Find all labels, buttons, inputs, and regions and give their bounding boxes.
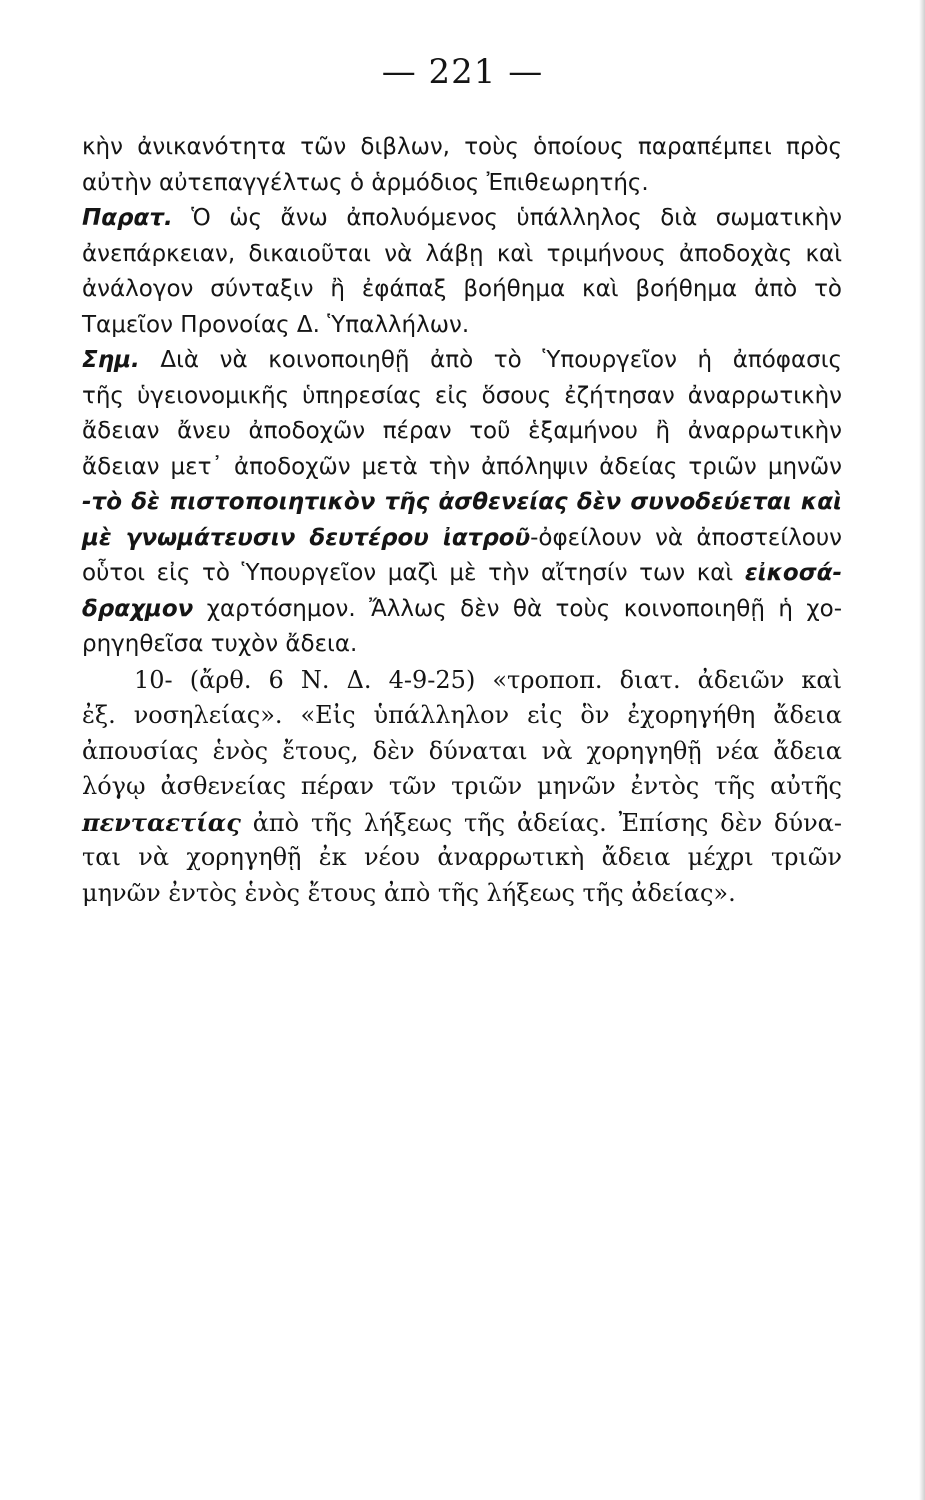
text-line — [82, 663, 842, 699]
text-line — [82, 166, 842, 202]
page-edge-shadow — [919, 0, 925, 1500]
emphasis-text: δραχμον — [82, 595, 194, 622]
text-line — [82, 485, 842, 521]
line-text: χαρτόσημον. Ἄλλως δὲν θὰ τοὺς κοινοποιηθῇ ἡ χο- — [193, 595, 842, 622]
line-text: ἄδειαν ἄνευ ἀποδοχῶν πέραν τοῦ ἑξαμήνου ἢ ἀναρρωτικὴν — [82, 418, 842, 444]
text-line — [82, 414, 842, 450]
text-line — [82, 201, 842, 237]
text-line — [82, 556, 842, 592]
line-text: ἐξ. νοσηλείας». «Εἰς ὑπάλληλον εἰς ὃν ἐχορηγήθη ἄδεια — [82, 701, 842, 729]
text-line — [82, 308, 842, 344]
text-line — [82, 769, 842, 805]
text-line — [82, 627, 842, 663]
line-text: κὴν ἀνικανότητα τῶν διβλων, τοὺς ὁποίους παραπέμπει πρὸς — [82, 134, 842, 160]
body-text — [82, 130, 842, 911]
text-line — [82, 698, 842, 734]
text-line — [82, 876, 842, 912]
line-text: ἀπὸ τῆς λήξεως τῆς ἀδείας. Ἐπίσης δὲν δύνα- — [240, 808, 842, 837]
text-line — [82, 343, 842, 379]
emphasis-text: εἰκοσά- — [744, 560, 842, 586]
text-line — [82, 379, 842, 415]
line-text: λόγῳ ἀσθενείας πέραν τῶν τριῶν μηνῶν ἐντὸς τῆς αὐτῆς — [82, 772, 842, 800]
line-text: Διὰ νὰ κοινοποιηθῇ ἀπὸ τὸ Ὑπουργεῖον ἡ ἀπόφασις — [139, 347, 842, 373]
line-text: αὐτὴν αὐτεπαγγέλτως ὁ ἁρμόδιος Ἐπιθεωρητής. — [82, 169, 649, 196]
line-text: τῆς ὑγειονομικῆς ὑπηρεσίας εἰς ὅσους ἐζήτησαν ἀναρρωτικὴν — [82, 382, 842, 409]
emphasis-text: μὲ γνωμάτευσιν δευτέρου ἰατροῦ — [82, 524, 531, 551]
note-label: Σημ. — [82, 347, 140, 373]
line-text: ται νὰ χορηγηθῇ ἐκ νέου ἀναρρωτικὴ ἄδεια μέχρι τριῶν — [82, 843, 842, 871]
line-text: Ὁ ὡς ἄνω ἀπολυόμενος ὑπάλληλος διὰ σωματικὴν — [172, 205, 842, 231]
text-line — [82, 592, 842, 628]
text-line — [82, 734, 842, 770]
page-number: — 221 — — [381, 52, 544, 92]
note-label: Παρατ. — [82, 205, 173, 231]
line-text: Ταμεῖον Προνοίας Δ. Ὑπαλλήλων. — [82, 311, 470, 338]
line-text: μηνῶν ἐντὸς ἑνὸς ἔτους ἀπὸ τῆς λήξεως τῆς ἀδείας». — [82, 878, 736, 907]
emphasis-text: -τὸ δὲ πιστοποιητικὸν τῆς ἀσθενείας δὲν συνοδεύεται καὶ — [82, 489, 842, 515]
line-text: ἀνεπάρκειαν, δικαιοῦται νὰ λάβῃ καὶ τριμήνους ἀποδοχὰς καὶ — [82, 240, 842, 267]
line-text: οὗτοι εἰς τὸ Ὑπουργεῖον μαζὶ μὲ τὴν αἴτησίν των καὶ — [82, 560, 745, 586]
emphasis-text: πενταετίας — [82, 807, 241, 837]
text-line — [82, 840, 842, 876]
line-text: 10- (ἄρθ. 6 Ν. Δ. 4-9-25) «τροποπ. διατ. ἀδειῶν καὶ — [134, 665, 842, 694]
text-line — [82, 237, 842, 273]
line-text: ἀπουσίας ἑνὸς ἔτους, δὲν δύναται νὰ χορηγηθῇ νέα ἄδεια — [82, 736, 842, 765]
text-line — [82, 805, 842, 841]
line-text: ρηγηθεῖσα τυχὸν ἄδεια. — [82, 631, 358, 657]
line-text: ἄδειαν μετ᾽ ἀποδοχῶν μετὰ τὴν ἀπόληψιν ἀδείας τριῶν μηνῶν — [82, 453, 842, 480]
text-line — [82, 521, 842, 557]
line-text: ἀνάλογον σύνταξιν ἢ ἐφάπαξ βοήθημα καὶ βοήθημα ἀπὸ τὸ — [82, 276, 842, 302]
text-line — [82, 450, 842, 486]
text-line — [82, 272, 842, 308]
line-text: -ὀφείλουν νὰ ἀποστείλουν — [530, 524, 842, 551]
text-line — [82, 130, 842, 166]
